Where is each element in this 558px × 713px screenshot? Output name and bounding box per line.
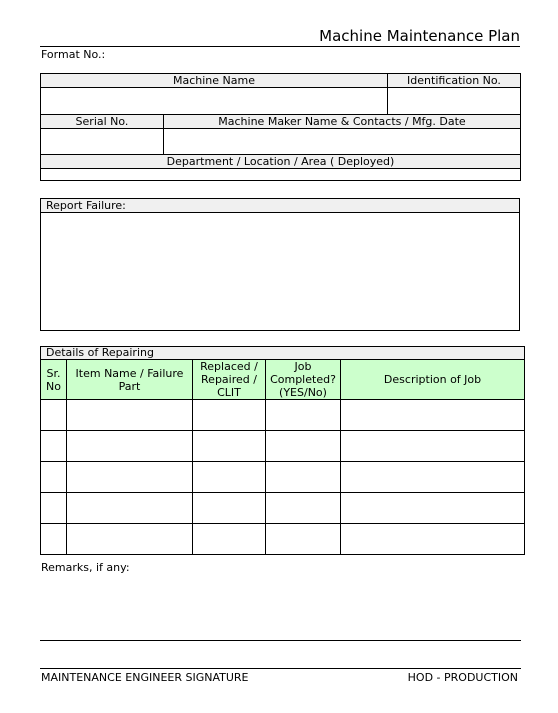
report-failure-field[interactable]	[41, 213, 520, 331]
job-completed-cell[interactable]	[266, 462, 341, 493]
col-header-sr-no: Sr. No	[41, 360, 67, 400]
sr-no-cell[interactable]	[41, 400, 67, 431]
job-completed-cell[interactable]	[266, 493, 341, 524]
description-cell[interactable]	[341, 400, 525, 431]
report-failure-label: Report Failure:	[41, 199, 520, 213]
report-failure-table	[40, 198, 520, 331]
description-cell[interactable]	[341, 462, 525, 493]
serial-no-field[interactable]	[41, 129, 164, 155]
col-header-replaced: Replaced / Repaired / CLIT	[193, 360, 266, 400]
remarks-label: Remarks, if any:	[41, 561, 130, 574]
table-row	[41, 400, 525, 431]
item-name-cell[interactable]	[67, 431, 193, 462]
item-name-cell[interactable]	[67, 524, 193, 555]
machine-name-field[interactable]	[41, 88, 388, 115]
col-header-item-name: Item Name / Failure Part	[67, 360, 193, 400]
sr-no-cell[interactable]	[41, 462, 67, 493]
replaced-cell[interactable]	[193, 524, 266, 555]
replaced-cell[interactable]	[193, 431, 266, 462]
maintenance-engineer-signature-label: MAINTENANCE ENGINEER SIGNATURE	[41, 671, 249, 684]
machine-info-table	[40, 73, 521, 181]
machine-name-header: Machine Name	[41, 74, 388, 88]
machine-maker-field[interactable]	[164, 129, 521, 155]
repairing-details-label: Details of Repairing	[41, 347, 525, 360]
item-name-cell[interactable]	[67, 493, 193, 524]
format-no-label: Format No.:	[41, 48, 106, 61]
serial-no-header: Serial No.	[41, 115, 164, 129]
machine-maker-header: Machine Maker Name & Contacts / Mfg. Date	[164, 115, 521, 129]
identification-no-header: Identification No.	[388, 74, 521, 88]
item-name-cell[interactable]	[67, 462, 193, 493]
item-name-cell[interactable]	[67, 400, 193, 431]
hod-production-label: HOD - PRODUCTION	[407, 671, 518, 684]
col-header-description: Description of Job	[341, 360, 525, 400]
description-cell[interactable]	[341, 524, 525, 555]
identification-no-field[interactable]	[388, 88, 521, 115]
signature-line	[40, 668, 521, 669]
replaced-cell[interactable]	[193, 462, 266, 493]
job-completed-cell[interactable]	[266, 524, 341, 555]
description-cell[interactable]	[341, 493, 525, 524]
sr-no-cell[interactable]	[41, 524, 67, 555]
job-completed-cell[interactable]	[266, 400, 341, 431]
sr-no-cell[interactable]	[41, 431, 67, 462]
col-header-job-completed: Job Completed? (YES/No)	[266, 360, 341, 400]
table-row	[41, 431, 525, 462]
sr-no-cell[interactable]	[41, 493, 67, 524]
department-field[interactable]	[41, 169, 521, 181]
table-row	[41, 493, 525, 524]
description-cell[interactable]	[341, 431, 525, 462]
table-row	[41, 462, 525, 493]
remarks-line[interactable]	[40, 640, 521, 641]
job-completed-cell[interactable]	[266, 431, 341, 462]
department-header: Department / Location / Area ( Deployed)	[41, 155, 521, 169]
repairing-details-table	[40, 346, 525, 555]
table-row	[41, 524, 525, 555]
page-title: Machine Maintenance Plan	[319, 27, 520, 45]
title-divider	[40, 46, 520, 47]
replaced-cell[interactable]	[193, 400, 266, 431]
replaced-cell[interactable]	[193, 493, 266, 524]
